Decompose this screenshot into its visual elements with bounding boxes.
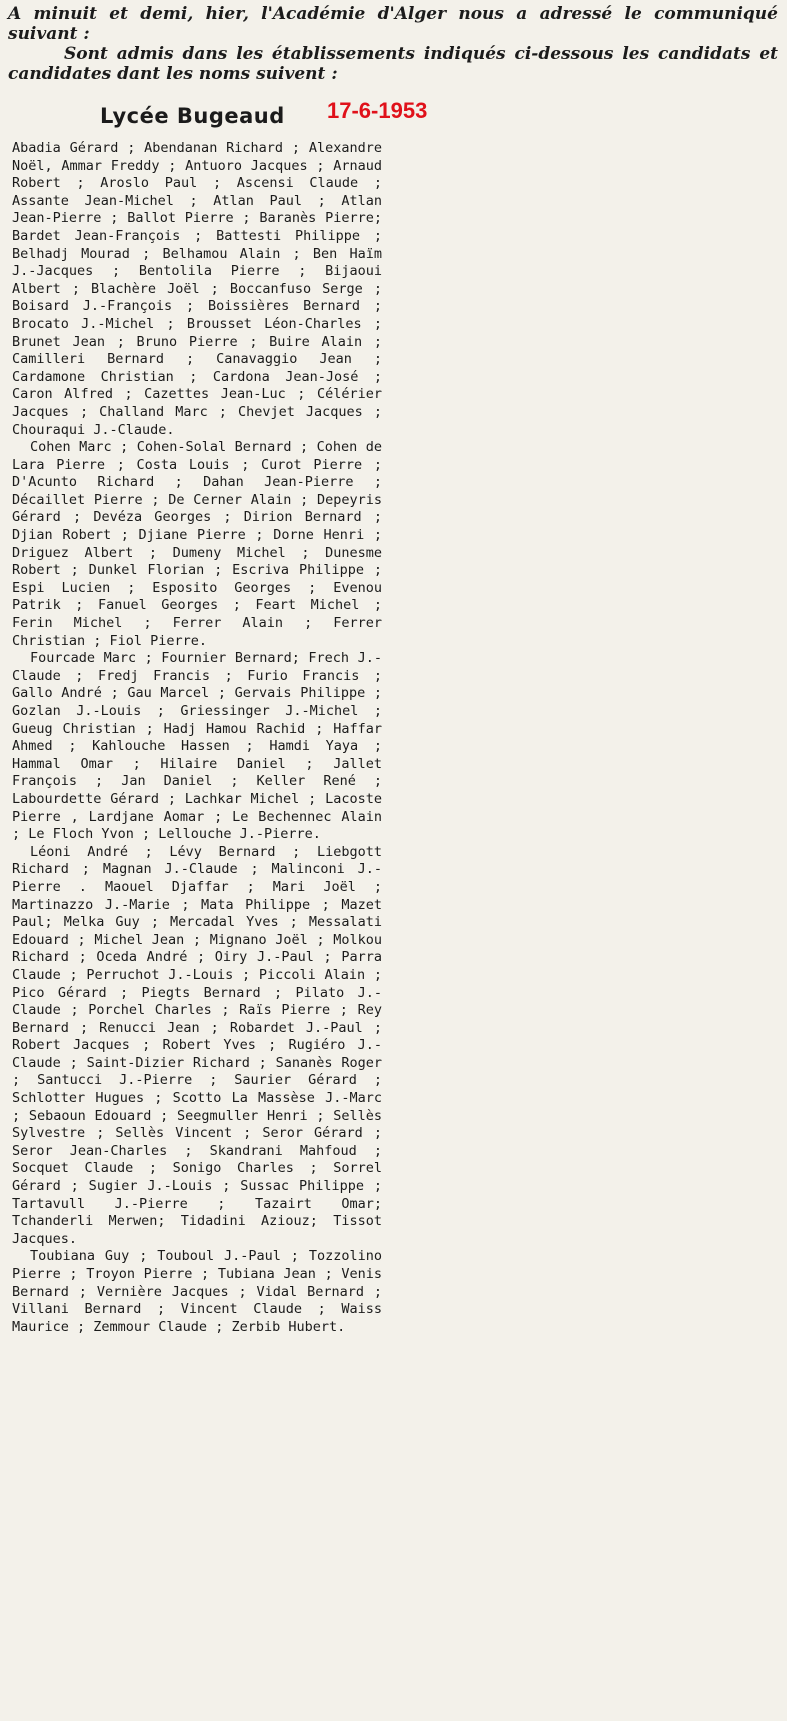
list-paragraph-1: Abadia Gérard ; Abendanan Richard ; Alexandre Noël, Ammar Freddy ; Antuoro Jacques ; Arnaud Robert ; Aroslo Paul ; Ascensi Claude ; Assante Jean-Michel ; Atlan Paul ; Atlan Jean-Pierre ; Ballot Pierre ; Baranès Pierre; Bardet Jean-François ; Battesti Philippe ; Belhadj Mourad ; Belhamou Alain ; Ben Haïm J.-Jacques ; Bentolila Pierre ; Bijaoui Albert ; Blachère Joël ; Boccanfuso Serge ; Boisard J.-François ; Boissières Bernard ; Brocato J.-Michel ; Brousset Léon-Charles ; Brunet Jean ; Bruno Pierre ; Buire Alain ; Camilleri Bernard ; Canavaggio Jean ; Cardamone Christian ; Cardona Jean-José ; Caron Alfred ; Cazettes Jean-Luc ; Célérier Jacques ; Challand Marc ; Chevjet Jacques ; Chouraqui J.-Claude. xyxy=(12,140,382,438)
intro-line-2: Sont admis dans les établissements indiqués ci-dessous les candidats et candidates dant les noms suivent : xyxy=(8,44,778,84)
list-paragraph-2: Cohen Marc ; Cohen-Solal Bernard ; Cohen de Lara Pierre ; Costa Louis ; Curot Pierre ; D'Acunto Richard ; Dahan Jean-Pierre ; Décaillet Pierre ; De Cerner Alain ; Depeyris Gérard ; Devéza Georges ; Dirion Bernard ; Djian Robert ; Djiane Pierre ; Dorne Henri ; Driguez Albert ; Dumeny Michel ; Dunesme Robert ; Dunkel Florian ; Escriva Philippe ; Espi Lucien ; Esposito Georges ; Evenou Patrik ; Fanuel Georges ; Feart Michel ; Ferin Michel ; Ferrer Alain ; Ferrer Christian ; Fiol Pierre. xyxy=(12,439,382,649)
communique-intro xyxy=(8,4,778,84)
intro-line-1: A minuit et demi, hier, l'Académie d'Alger nous a adressé le communiqué suivant : xyxy=(8,4,778,44)
list-paragraph-3: Fourcade Marc ; Fournier Bernard; Frech J.-Claude ; Fredj Francis ; Furio Francis ; Gallo André ; Gau Marcel ; Gervais Philippe ; Gozlan J.-Louis ; Griessinger J.-Michel ; Gueug Christian ; Hadj Hamou Rachid ; Haffar Ahmed ; Kahlouche Hassen ; Hamdi Yaya ; Hammal Omar ; Hilaire Daniel ; Jallet François ; Jan Daniel ; Keller René ; Labourdette Gérard ; Lachkar Michel ; Lacoste Pierre , Lardjane Aomar ; Le Bechennec Alain ; Le Floch Yvon ; Lellouche J.-Pierre. xyxy=(12,650,382,843)
list-paragraph-5: Toubiana Guy ; Touboul J.-Paul ; Tozzolino Pierre ; Troyon Pierre ; Tubiana Jean ; Venis Bernard ; Vernière Jacques ; Vidal Bernard ; Villani Bernard ; Vincent Claude ; Waiss Maurice ; Zemmour Claude ; Zerbib Hubert. xyxy=(12,1248,382,1335)
list-paragraph-4: Léoni André ; Lévy Bernard ; Liebgott Richard ; Magnan J.-Claude ; Malinconi J.-Pierre . Maouel Djaffar ; Mari Joël ; Martinazzo J.-Marie ; Mata Philippe ; Mazet Paul; Melka Guy ; Mercadal Yves ; Messalati Edouard ; Michel Jean ; Mignano Joël ; Molkou Richard ; Oceda André ; Oiry J.-Paul ; Parra Claude ; Perruchot J.-Louis ; Piccoli Alain ; Pico Gérard ; Piegts Bernard ; Pilato J.-Claude ; Porchel Charles ; Raïs Pierre ; Rey Bernard ; Renucci Jean ; Robardet J.-Paul ; Robert Jacques ; Robert Yves ; Rugiéro J.-Claude ; Saint-Dizier Richard ; Sananès Roger ; Santucci J.-Pierre ; Saurier Gérard ; Schlotter Hugues ; Scotto La Massèse J.-Marc ; Sebaoun Edouard ; Seegmuller Henri ; Sellès Sylvestre ; Sellès Vincent ; Seror Gérard ; Seror Jean-Charles ; Skandrani Mahfoud ; Socquet Claude ; Sonigo Charles ; Sorrel Gérard ; Sugier J.-Louis ; Sussac Philippe ; Tartavull J.-Pierre ; Tazairt Omar; Tchanderli Merwen; Tidadini Aziouz; Tissot Jacques. xyxy=(12,843,382,1247)
candidate-list xyxy=(12,140,382,1336)
handwritten-date: 17-6-1953 xyxy=(327,98,428,123)
school-heading: Lycée Bugeaud xyxy=(100,104,285,128)
